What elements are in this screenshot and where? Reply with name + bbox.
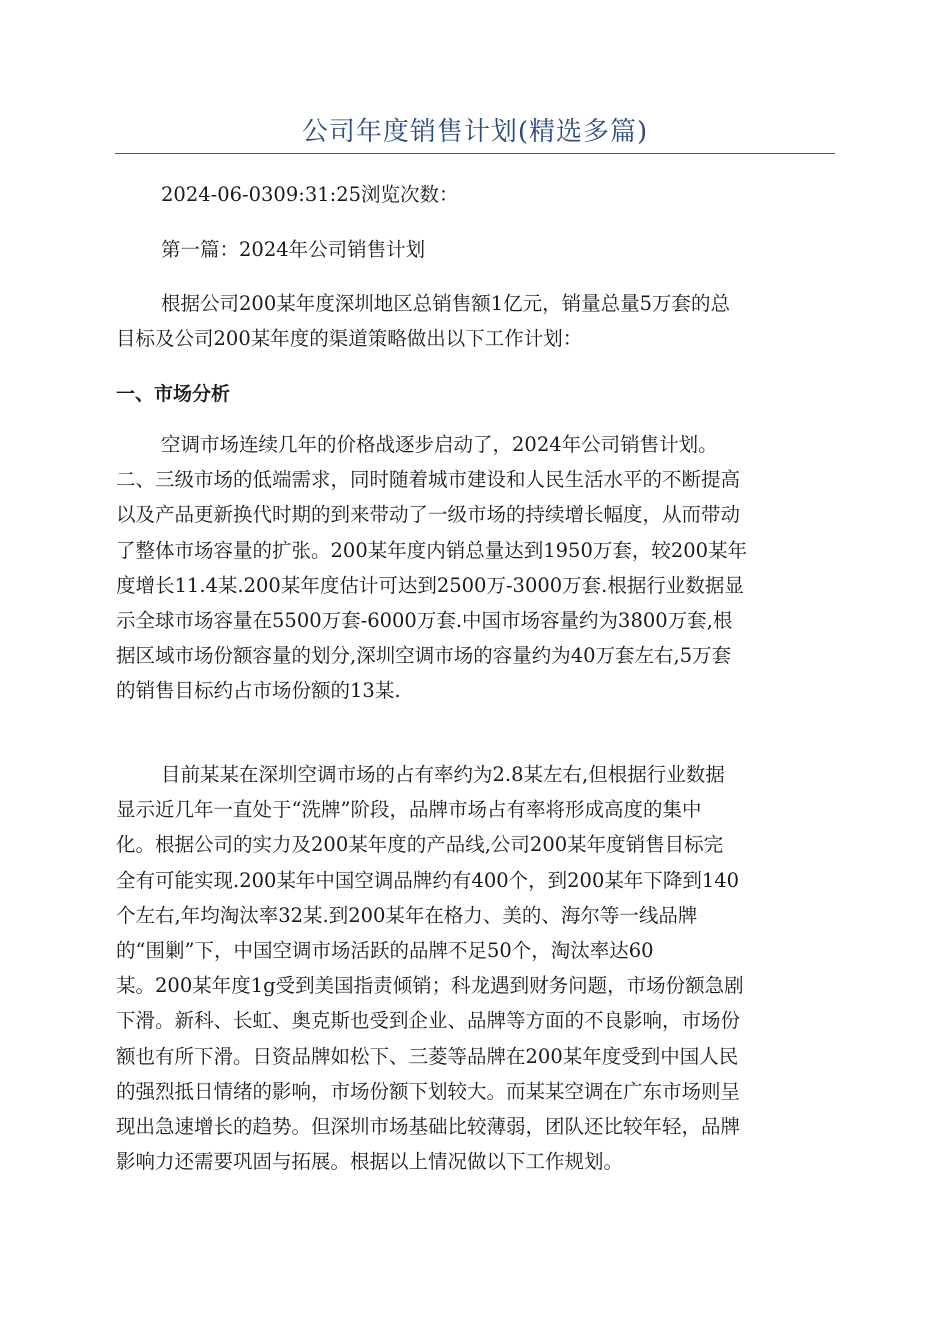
paragraph-line: 额也有所下滑。日资品牌如松下、三菱等品牌在200某年度受到中国人民 <box>116 1044 739 1068</box>
paragraph-line: 目标及公司200某年度的渠道策略做出以下工作计划： <box>116 327 583 351</box>
paragraph-line: 了整体市场容量的扩张。200某年度内销总量达到1950万套，较200某年 <box>116 538 748 562</box>
paragraph-line: 全有可能实现.200某年中国空调品牌约有400个，到200某年下降到140 <box>116 868 740 892</box>
paragraph-line: 目前某某在深圳空调市场的占有率约为2.8某左右,但根据行业数据 <box>161 763 725 786</box>
paragraph-line: 的销售目标约占市场份额的13某. <box>116 679 401 703</box>
paragraph-line: 显示近几年一直处于“洗牌”阶段，品牌市场占有率将形成高度的集中 <box>116 798 702 822</box>
paragraph-line: 下滑。新科、长虹、奥克斯也受到企业、品牌等方面的不良影响，市场份 <box>116 1009 741 1033</box>
paragraph-line: 现出急速增长的趋势。但深圳市场基础比较薄弱，团队还比较年轻，品牌 <box>116 1114 741 1138</box>
paragraph-line: 度增长11.4某.200某年度估计可达到2500万-3000万套.根据行业数据显 <box>116 573 744 597</box>
title-underline <box>115 153 835 154</box>
document-title: 公司年度销售计划(精选多篇) <box>301 117 649 147</box>
paragraph-line: 的“围剿”下，中国空调市场活跃的品牌不足50个，淘汰率达60 <box>116 938 654 962</box>
analysis-paragraph <box>116 757 832 1179</box>
market-paragraph <box>116 427 832 709</box>
paragraph-line: 的强烈抵日情绪的影响，市场份额下划较大。而某某空调在广东市场则呈 <box>116 1079 741 1103</box>
paragraph-line: 影响力还需要巩固与拓展。根据以上情况做以下工作规划。 <box>116 1150 624 1174</box>
intro-paragraph <box>116 286 832 356</box>
paragraph-line: 示全球市场容量在5500万套-6000万套.中国市场容量约为3800万套,根 <box>116 608 733 632</box>
market-analysis-heading: 一、市场分析 <box>116 383 231 405</box>
paragraph-line: 以及产品更新换代时期的到来带动了一级市场的持续增长幅度，从而带动 <box>116 503 741 527</box>
paragraph-line: 二、三级市场的低端需求，同时随着城市建设和人民生活水平的不断提高 <box>116 468 741 492</box>
paragraph-line: 某。200某年度1g受到美国指责倾销；科龙遇到财务问题，市场份额急剧 <box>116 974 744 998</box>
paragraph-line: 根据公司200某年度深圳地区总销售额1亿元，销量总量5万套的总 <box>161 292 731 315</box>
paragraph-line: 空调市场连续几年的价格战逐步启动了，2024年公司销售计划。 <box>161 433 718 456</box>
paragraph-line: 化。根据公司的实力及200某年度的产品线,公司200某年度销售目标完 <box>116 833 724 857</box>
publish-meta: 2024-06-0309:31:25浏览次数： <box>161 183 459 206</box>
paragraph-line: 个左右,年均淘汰率32某.到200某年在格力、美的、海尔等一线品牌 <box>116 903 698 927</box>
paragraph-line: 据区域市场份额容量的划分,深圳空调市场的容量约为40万套左右,5万套 <box>116 644 732 668</box>
section-label: 第一篇：2024年公司销售计划 <box>161 238 426 261</box>
